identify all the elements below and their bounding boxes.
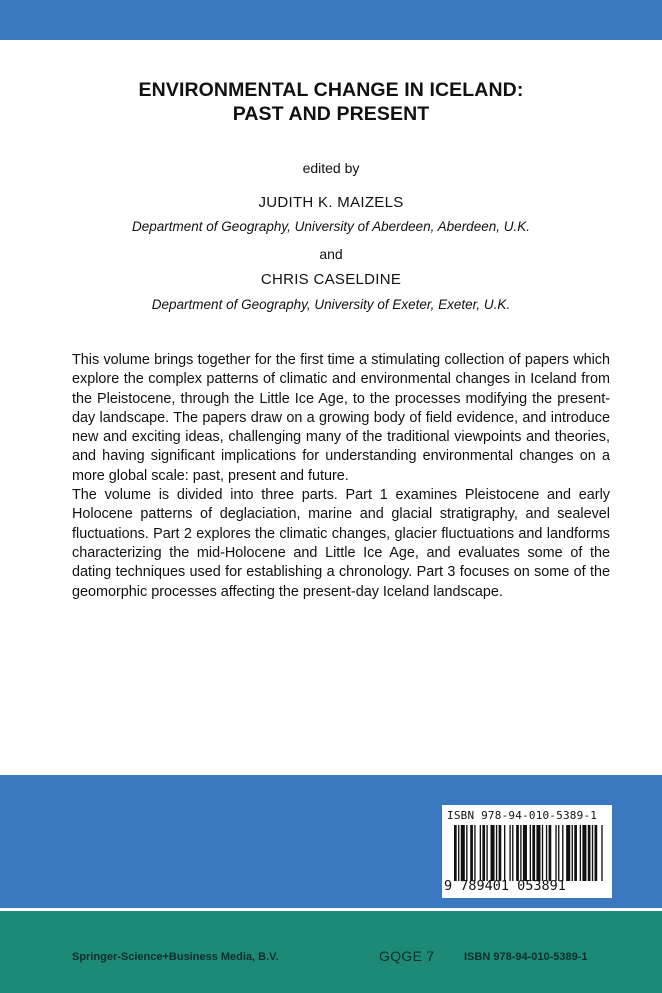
editor-2-name: CHRIS CASELDINE xyxy=(260,271,402,288)
barcode-bar xyxy=(520,825,521,881)
barcode-bar xyxy=(516,825,519,881)
barcode-bar xyxy=(558,825,559,881)
title-line-1: ENVIRONMENTAL CHANGE IN ICELAND: xyxy=(138,79,524,101)
publisher-name: Springer-Science+Business Media, B.V. xyxy=(72,951,279,963)
editor-2-affiliation: Department of Geography, University of Exeter, Exeter, U.K. xyxy=(151,297,511,312)
barcode-bar xyxy=(555,825,556,881)
barcode-bar xyxy=(536,825,540,881)
barcode-bar xyxy=(542,825,543,881)
barcode-bar xyxy=(580,825,581,881)
footer-isbn: ISBN 978-94-010-5389-1 xyxy=(464,951,588,963)
barcode-bar xyxy=(546,825,547,881)
barcode-bar xyxy=(566,825,570,881)
barcode-bar xyxy=(482,825,485,881)
top-color-band xyxy=(0,0,662,40)
barcode-bar xyxy=(480,825,481,881)
and-label: and xyxy=(319,246,343,262)
barcode-bar xyxy=(532,825,535,881)
green-band xyxy=(0,908,662,993)
barcode-bar xyxy=(499,825,502,881)
barcode-bar xyxy=(523,825,527,881)
barcode-bars xyxy=(454,825,604,881)
barcode-bar xyxy=(490,825,494,881)
barcode-bar xyxy=(461,825,465,881)
editor-1-affiliation: Department of Geography, University of Aberdeen, Aberdeen, U.K. xyxy=(132,219,530,234)
barcode-bar xyxy=(592,825,593,881)
edited-by-label: edited by xyxy=(302,160,360,176)
barcode-bar xyxy=(601,825,602,881)
description-paragraph-1: This volume brings together for the first time a stimulating collection of papers which explore the complex patterns of climatic and environmental changes in Iceland from the Pleistocene, through the Little Ice Age, to the processes modifying the present-day landscape. The papers draw on a growing body of field evidence, and introduce new and exciting ideas, challenging many of the traditional viewpoints and theories, and having significant implications for understanding environmental changes on a more global scale: past, present and future. xyxy=(72,352,610,484)
barcode-bar xyxy=(582,825,586,881)
editor-1-name: JUDITH K. MAIZELS xyxy=(258,194,404,211)
series-code: GQGE 7 xyxy=(379,948,435,964)
barcode-bar xyxy=(549,825,552,881)
barcode-bar xyxy=(466,825,467,881)
barcode xyxy=(442,805,612,898)
barcode-bar xyxy=(512,825,513,881)
book-description xyxy=(72,351,610,602)
barcode-bar xyxy=(562,825,563,881)
barcode-bar xyxy=(572,825,573,881)
barcode-bar xyxy=(454,825,457,881)
barcode-bar xyxy=(470,825,473,881)
barcode-bar xyxy=(474,825,475,881)
barcode-bar xyxy=(504,825,505,881)
barcode-digits: 9 789401 053891 xyxy=(444,878,566,894)
barcode-bar xyxy=(509,825,510,881)
barcode-isbn-label: ISBN 978-94-010-5389-1 xyxy=(447,809,598,822)
barcode-bar xyxy=(588,825,591,881)
blue-band xyxy=(0,775,662,908)
book-title xyxy=(0,78,662,126)
description-paragraph-2: The volume is divided into three parts. Part 1 examines Pleistocene and early Holocene patterns of deglaciation, marine and glacial stratigraphy, and sealevel fluctuations. Part 2 explores the climatic changes, glacier fluctuations and landforms characterizing the mid-Holocene and Little Ice Age, and evaluates some of the dating techniques used for establishing a chronology. Part 3 focuses on some of the geomorphic processes affecting the present-day Iceland landscape. xyxy=(72,487,610,600)
barcode-bar xyxy=(486,825,487,881)
barcode-bar xyxy=(595,825,598,881)
bottom-band xyxy=(0,775,662,993)
barcode-bar xyxy=(496,825,497,881)
barcode-bar xyxy=(574,825,577,881)
barcode-bar xyxy=(458,825,459,881)
barcode-bar xyxy=(530,825,531,881)
title-line-2: PAST AND PRESENT xyxy=(232,103,430,125)
